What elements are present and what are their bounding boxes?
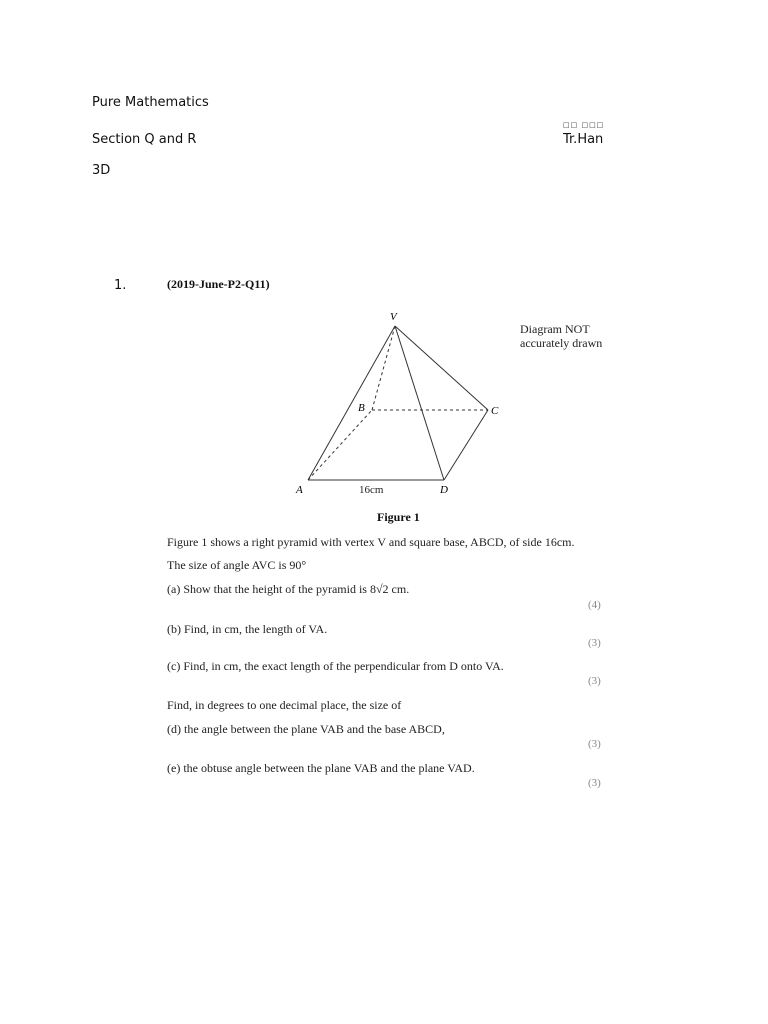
diagram-note-line2: accurately drawn <box>520 336 603 350</box>
part-b-marks: (3) <box>588 637 601 649</box>
side-length-label: 16cm <box>359 484 384 496</box>
question-intro: Figure 1 shows a right pyramid with vertex V and square base, ABCD, of side 16cm. <box>167 535 575 549</box>
figure-caption: Figure 1 <box>377 510 420 524</box>
part-c-marks: (3) <box>588 675 601 687</box>
diagram-note-line1: Diagram NOT <box>520 322 590 336</box>
question-number: 1. <box>114 278 127 293</box>
part-b-text: (b) Find, in cm, the length of VA. <box>167 622 328 636</box>
part-c-text: (c) Find, in cm, the exact length of the perpendicular from D onto VA. <box>167 659 504 673</box>
part-e-marks: (3) <box>588 777 601 789</box>
part-d-marks: (3) <box>588 738 601 750</box>
question-reference: (2019-June-P2-Q11) <box>167 277 270 291</box>
header-section: Section Q and R <box>92 132 197 147</box>
vertex-d-label: D <box>440 484 448 496</box>
header-subject: Pure Mathematics <box>92 95 209 110</box>
vertex-b-label: B <box>358 402 365 414</box>
part-a-text: (a) Show that the height of the pyramid is 8√2 cm. <box>167 582 410 596</box>
teacher-native-name: □□ □□□ <box>563 121 605 129</box>
part-e-text: (e) the obtuse angle between the plane VAB and the plane VAD. <box>167 761 475 775</box>
part-d-text: (d) the angle between the plane VAB and the base ABCD, <box>167 722 445 736</box>
vertex-v-label: V <box>390 311 397 323</box>
header-topic: 3D <box>92 163 111 178</box>
vertex-a-label: A <box>296 484 303 496</box>
diagram-note <box>520 322 602 350</box>
teacher-name: Tr.Han <box>563 132 604 147</box>
find-instruction: Find, in degrees to one decimal place, the size of <box>167 698 402 712</box>
part-a-marks: (4) <box>588 599 601 611</box>
vertex-c-label: C <box>491 405 499 417</box>
angle-statement: The size of angle AVC is 90° <box>167 558 307 572</box>
